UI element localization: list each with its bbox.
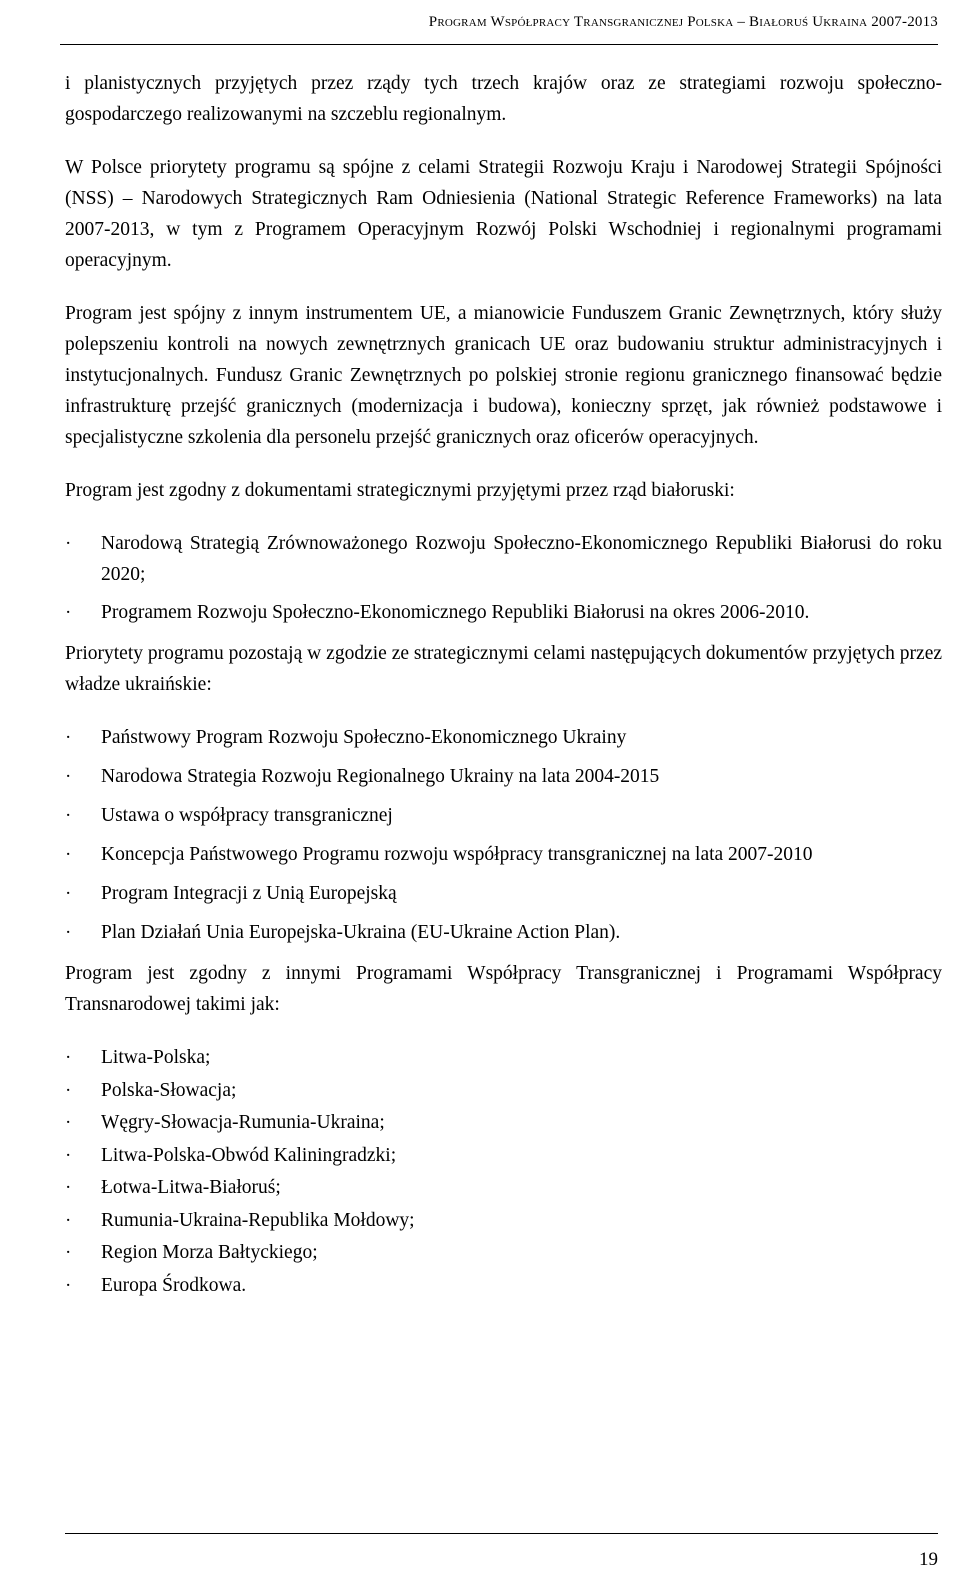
footer-rule	[65, 1533, 938, 1534]
list-item: · Narodową Strategią Zrównoważonego Rozwoju Społeczno-Ekonomicznego Republiki Białorusi do roku 2020;	[65, 528, 942, 590]
list-item: · Łotwa-Litwa-Białoruś;	[65, 1172, 942, 1205]
list-item: · Europa Środkowa.	[65, 1270, 942, 1303]
list-item: · Plan Działań Unia Europejska-Ukraina (EU-Ukraine Action Plan).	[65, 917, 942, 948]
list-item: · Państwowy Program Rozwoju Społeczno-Ekonomicznego Ukrainy	[65, 722, 942, 753]
page-number: 19	[919, 1549, 938, 1570]
paragraph-poland-priorities: W Polsce priorytety programu są spójne z celami Strategii Rozwoju Kraju i Narodowej Strategii Spójności (NSS) – Narodowych Strategicznych Ram Odniesienia (National Strategic Reference Frameworks) na lata 2007-2013, w tym z Programem Operacyjnym Rozwój Polski Wschodniej i regionalnymi programami operacyjnym.	[65, 157, 942, 271]
paragraph-programs-intro: Program jest zgodny z innymi Programami Współpracy Transgranicznej i Programami Współpracy Transnarodowej takimi jak:	[65, 963, 942, 1015]
list-item: · Litwa-Polska-Obwód Kaliningradzki;	[65, 1140, 942, 1173]
page-body	[65, 68, 942, 1302]
belarus-documents-list	[65, 528, 942, 628]
paragraph-continuation: i planistycznych przyjętych przez rządy tych trzech krajów oraz ze strategiami rozwoju społeczno-gospodarczego realizowanymi na szczeblu regionalnym.	[65, 73, 942, 125]
ukraine-documents-list	[65, 722, 942, 948]
list-item: · Ustawa o współpracy transgranicznej	[65, 800, 942, 831]
list-item: · Program Integracji z Unią Europejską	[65, 878, 942, 909]
paragraph-ukraine-intro: Priorytety programu pozostają w zgodzie ze strategicznymi celami następujących dokumentów przyjętych przez władze ukraińskie:	[65, 643, 942, 695]
list-item: · Programem Rozwoju Społeczno-Ekonomicznego Republiki Białorusi na okres 2006-2010.	[65, 597, 942, 628]
list-item: · Narodowa Strategia Rozwoju Regionalnego Ukrainy na lata 2004-2015	[65, 761, 942, 792]
cooperation-programs-list	[65, 1042, 942, 1302]
header-rule	[60, 44, 938, 45]
paragraph-external-borders-fund: Program jest spójny z innym instrumentem UE, a mianowicie Funduszem Granic Zewnętrznych, który służy polepszeniu kontroli na nowych zewnętrznych granicach UE oraz budowaniu struktur administracyjnych i instytucjonalnych. Fundusz Granic Zewnętrznych po polskiej stronie regionu granicznego finansować będzie infrastrukturę przejść granicznych (modernizacja i budowa), konieczny sprzęt, jak również podstawowe i specjalistyczne szkolenia dla personelu przejść granicznych oraz oficerów operacyjnych.	[65, 303, 942, 448]
list-item: · Region Morza Bałtyckiego;	[65, 1237, 942, 1270]
running-header: Program Współpracy Transgranicznej Polska – Białoruś Ukraina 2007-2013	[428, 14, 938, 30]
paragraph-belarus-intro: Program jest zgodny z dokumentami strategicznymi przyjętymi przez rząd białoruski:	[65, 480, 735, 501]
list-item: · Rumunia-Ukraina-Republika Mołdowy;	[65, 1205, 942, 1238]
list-item: · Polska-Słowacja;	[65, 1075, 942, 1108]
list-item: · Węgry-Słowacja-Rumunia-Ukraina;	[65, 1107, 942, 1140]
list-item: · Koncepcja Państwowego Programu rozwoju współpracy transgranicznej na lata 2007-2010	[65, 839, 942, 870]
list-item: · Litwa-Polska;	[65, 1042, 942, 1075]
